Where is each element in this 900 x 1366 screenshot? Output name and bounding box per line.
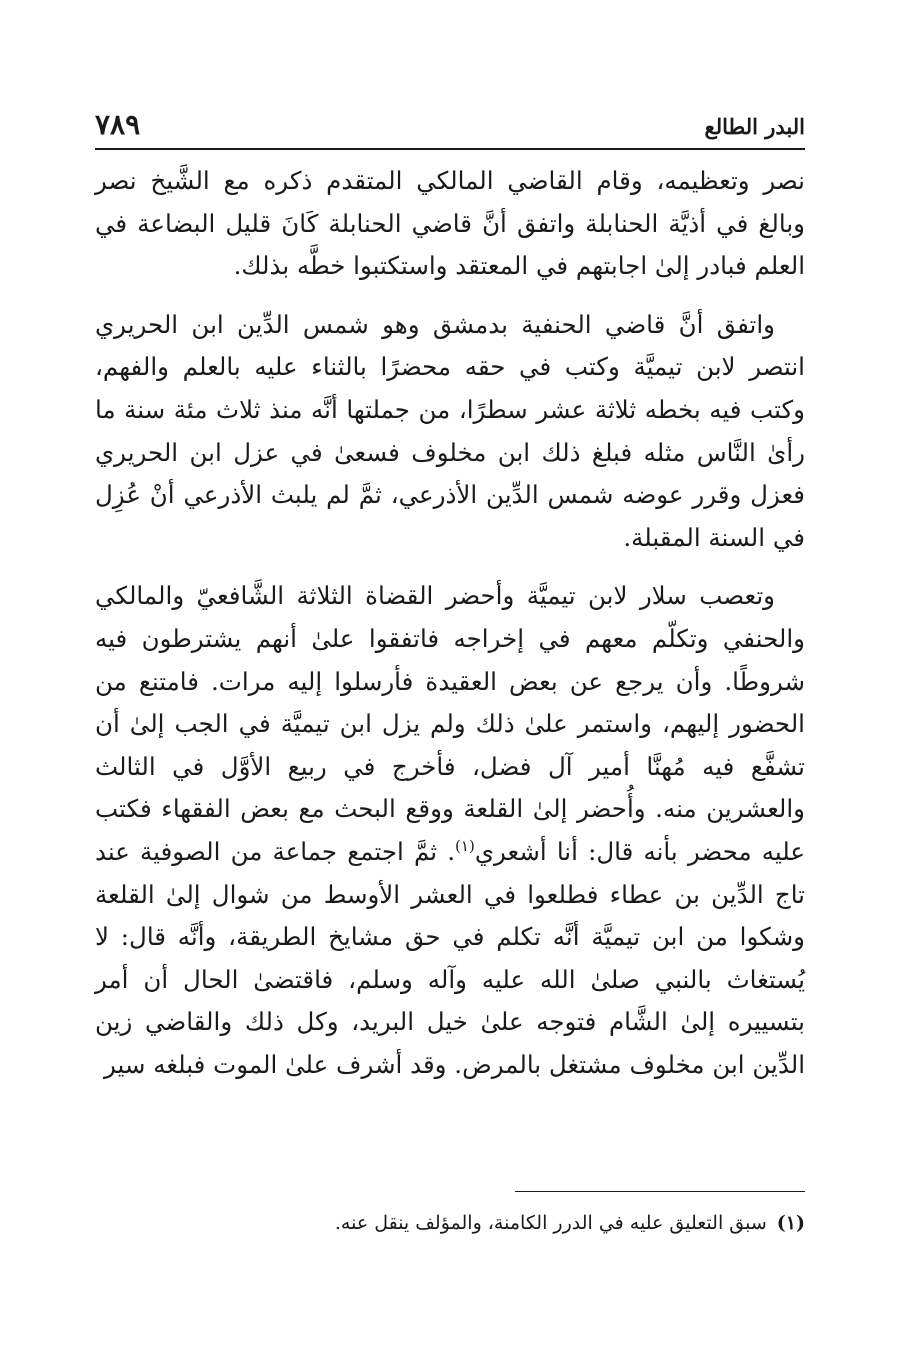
footnote-text: سبق التعليق عليه في الدرر الكامنة، والمؤلف ينقل عنه. — [334, 1212, 767, 1234]
paragraph-1-text: نصر وتعظيمه، وقام القاضي المالكي المتقدم ذكره مع الشَّيخ نصر وبالغ في أذيَّة الحنابلة واتفق أنَّ قاضي الحنابلة كَانَ قليل البضاعة في العلم فبادر إلىٰ اجابتهم في المعتقد واستكتبوا خطَّه بذلك. — [95, 166, 805, 281]
main-text — [95, 160, 805, 1102]
page-number: ٧٨٩ — [95, 108, 141, 141]
paragraph-3 — [95, 575, 805, 1086]
paragraph-2 — [95, 304, 805, 560]
footnote — [95, 1208, 805, 1238]
paragraph-3-text-before-ref: وتعصب سلار لابن تيميَّة وأحضر القضاة الثلاثة الشَّافعيّ والمالكي والحنفي وتكلّم معهم في إخراجه فاتفقوا علىٰ أنهم يشترطون فيه شروطًا. وأن يرجع عن بعض العقيدة فأرسلوا إليه مرات. فامتنع من الحضور إليهم، واستمر علىٰ ذلك ولم يزل ابن تيميَّة في الجب إلىٰ أن تشفَّع فيه مُهنَّا أمير آل فضل، فأخرج في ربيع الأوَّل في الثالث والعشرين منه. وأُحضر إلىٰ القلعة ووقع البحث مع بعض الفقهاء فكتب عليه محضر بأنه قال: أنا أشعري — [95, 581, 805, 866]
paragraph-3-text-after-ref: . ثمَّ اجتمع جماعة من الصوفية عند تاج الدِّين بن عطاء فطلعوا في العشر الأوسط من شوال إلىٰ القلعة وشكوا من ابن تيميَّة أنَّه تكلم في حق مشايخ الطريقة، وأنَّه قال: لا يُستغاث بالنبي صلىٰ الله عليه وآله وسلم، فاقتضىٰ الحال أن أمر بتسييره إلىٰ الشَّام فتوجه علىٰ خيل البريد، وكل ذلك والقاضي زين الدِّين ابن مخلوف مشتغل بالمرض. وقد أشرف علىٰ الموت فبلغه سير — [95, 836, 805, 1079]
running-header — [95, 108, 805, 150]
footnote-marker: (١) — [776, 1212, 805, 1234]
footnote-reference[interactable]: (١) — [455, 836, 475, 855]
header-title: البدر الطالع — [704, 114, 805, 139]
paragraph-2-text: واتفق أنَّ قاضي الحنفية بدمشق وهو شمس الدِّين ابن الحريري انتصر لابن تيميَّة وكتب في حقه محضرًا بالثناء عليه بالعلم والفهم، وكتب فيه بخطه ثلاثة عشر سطرًا، من جملتها أنَّه منذ ثلاث مئة سنة ما رأىٰ النَّاس مثله فبلغ ذلك ابن مخلوف فسعىٰ في عزل ابن الحريري فعزل وقرر عوضه شمس الدِّين الأذرعي، ثمَّ لم يلبث الأذرعي أنْ عُزِل في السنة المقبلة. — [95, 309, 805, 552]
footnote-divider — [515, 1191, 805, 1192]
paragraph-1 — [95, 160, 805, 288]
